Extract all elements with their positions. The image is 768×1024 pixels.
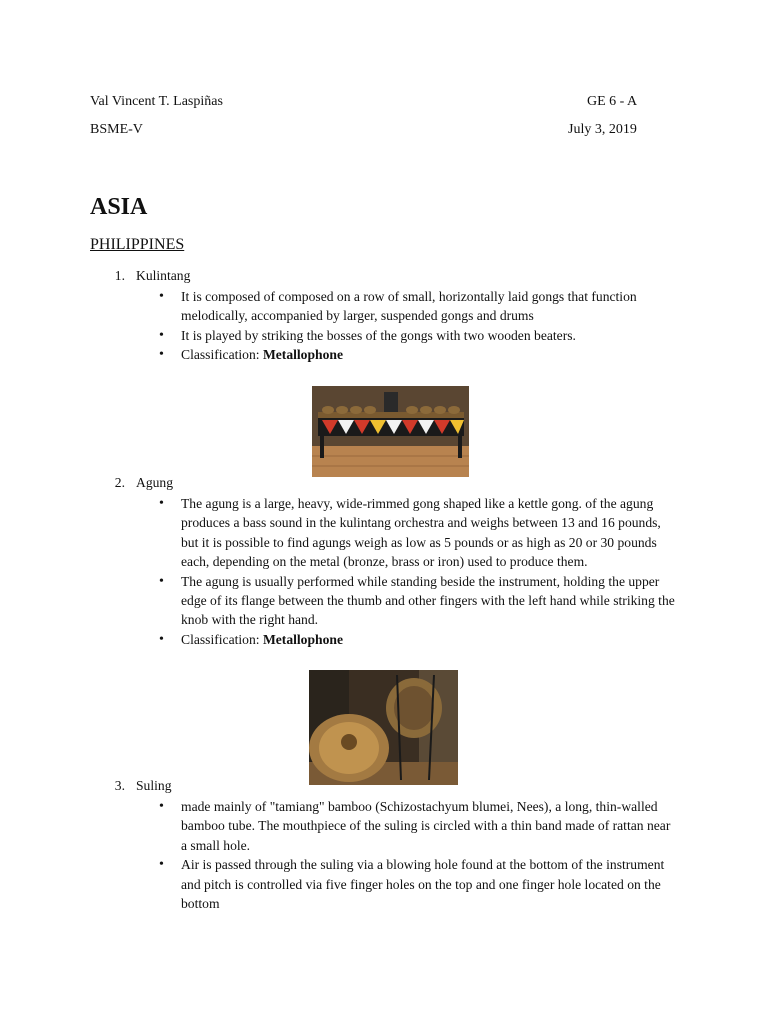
- section: GE 6 - A: [587, 94, 638, 109]
- agung-bullets: [181, 494, 677, 649]
- instrument-name-kulintang: Kulintang: [136, 268, 191, 283]
- item-number: 3.: [114, 778, 125, 793]
- instrument-name-suling: Suling: [136, 778, 172, 793]
- course: BSME-V: [90, 122, 143, 137]
- agung-photo: [309, 670, 458, 785]
- classification-label: Classification:: [181, 631, 263, 647]
- list-item: • made mainly of "tamiang" bamboo (Schizostachyum blumei, Nees), a long, thin-walled bamboo tube. The mouthpiece of the suling is circled with a thin band made of rattan near a small hole.: [181, 797, 677, 855]
- list-item: • The agung is a large, heavy, wide-rimmed gong shaped like a kettle gong. of the agung produces a bass sound in the kulintang orchestra and weighs between 13 and 16 pounds, but it is possible to find agungs weigh as low as 5 pounds or as high as 20 or 30 pounds each, depending on the metal (bronze, brass or iron) used to produce them.: [181, 494, 677, 572]
- kulintang-image: [312, 386, 469, 477]
- list-item: [181, 345, 661, 364]
- list-item: • The agung is usually performed while standing beside the instrument, holding the upper edge of its flange between the thumb and other fingers with the left hand while striking the knob with the right hand.: [181, 572, 677, 630]
- date: July 3, 2019: [568, 122, 637, 137]
- suling-bullets: [181, 797, 677, 913]
- list-item: [181, 630, 677, 649]
- classification-label: Classification:: [181, 347, 263, 363]
- list-item: • It is composed of composed on a row of small, horizontally laid gongs that function melodically, accompanied by larger, suspended gongs and drums: [181, 287, 661, 326]
- page-title: ASIA: [90, 194, 148, 220]
- item-number: 2.: [114, 475, 125, 490]
- agung-image: [309, 670, 458, 785]
- author-name: Val Vincent T. Laspiñas: [90, 94, 223, 109]
- list-item: • It is played by striking the bosses of the gongs with two wooden beaters.: [181, 326, 661, 345]
- classification-value: Metallophone: [262, 347, 343, 363]
- list-item: • Air is passed through the suling via a blowing hole found at the bottom of the instrument and pitch is controlled via five finger holes on the top and one finger hole located on the bottom: [181, 855, 677, 913]
- classification-value: Metallophone: [262, 631, 343, 647]
- kulintang-photo: [312, 386, 469, 477]
- kulintang-bullets: [181, 287, 661, 365]
- country-heading: PHILIPPINES: [90, 236, 185, 253]
- instrument-name-agung: Agung: [136, 475, 174, 490]
- item-number: 1.: [114, 268, 125, 283]
